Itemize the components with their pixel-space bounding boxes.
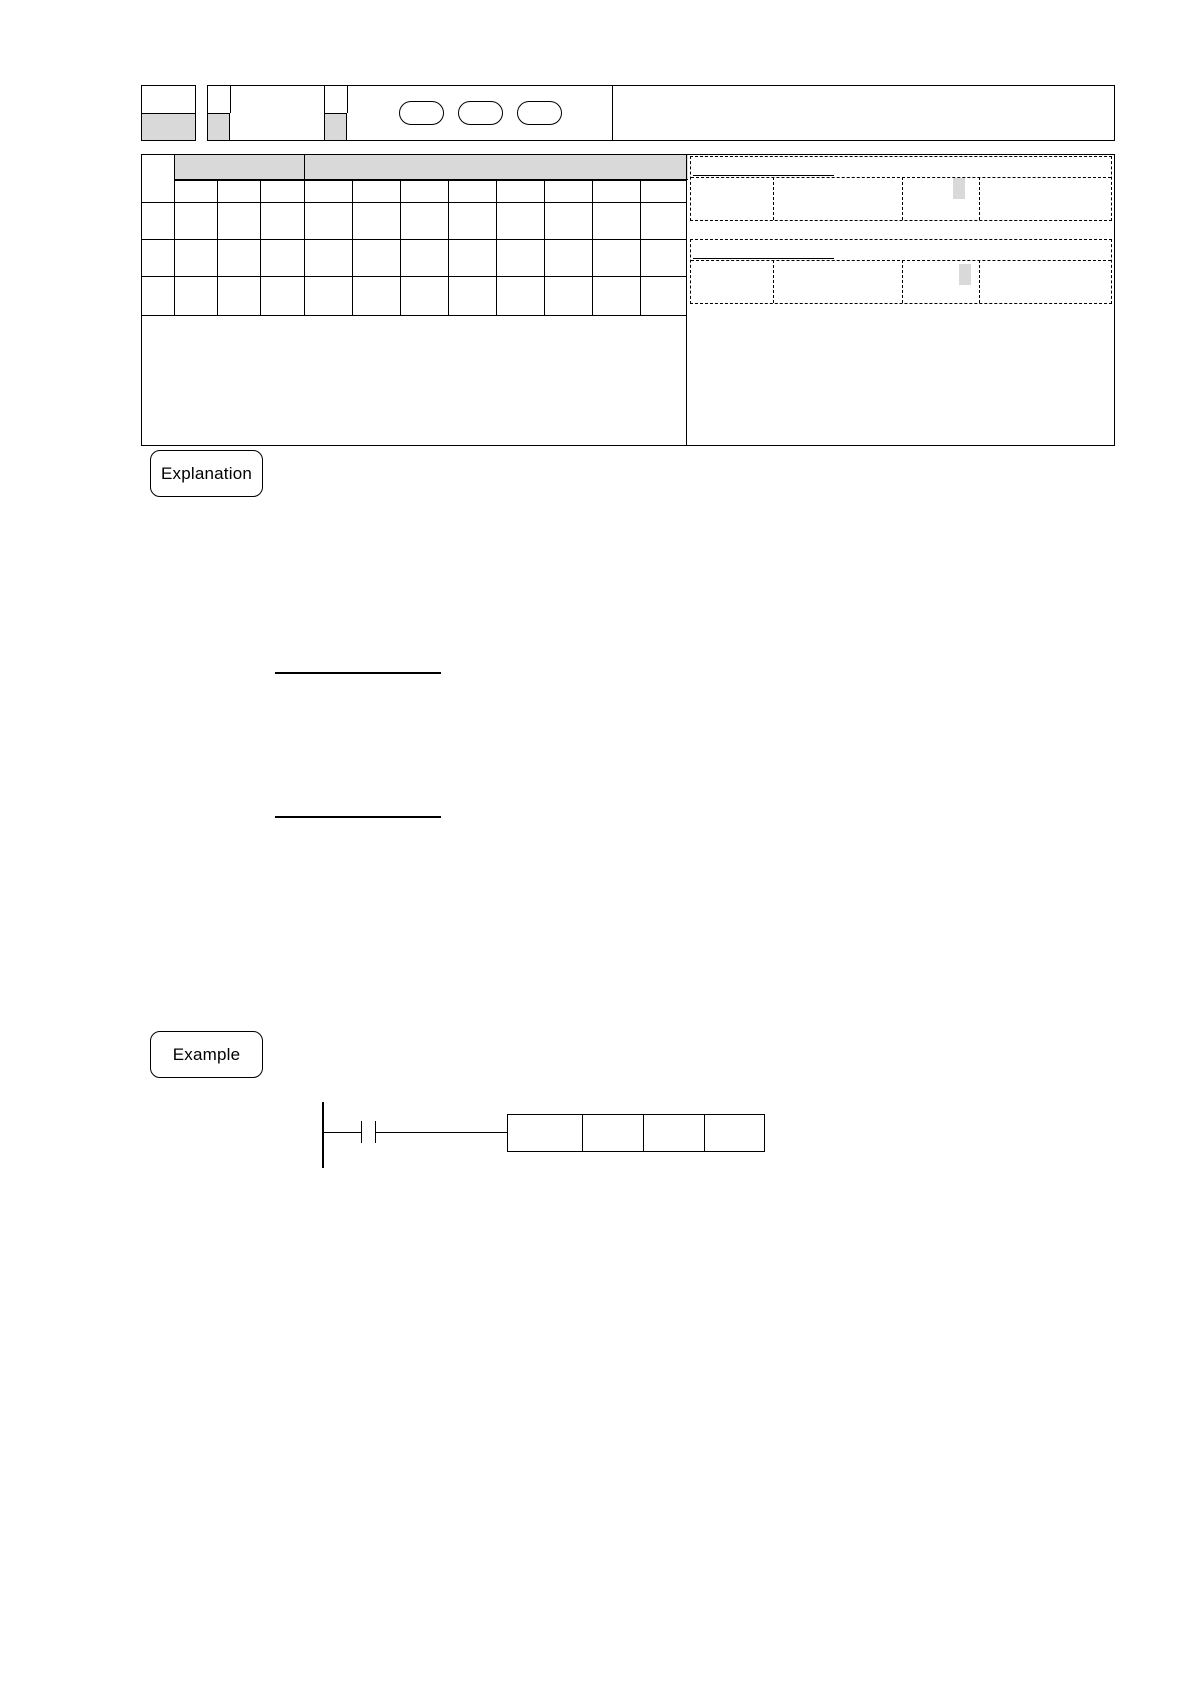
api-number-cell xyxy=(141,85,196,141)
example-badge: Example xyxy=(150,1031,263,1078)
flag-box-32bit-col-1 xyxy=(773,260,774,303)
ladder-instruction-mnemonic-box xyxy=(507,1114,583,1152)
grid-col-line-1 xyxy=(217,180,218,315)
function-description-cell xyxy=(612,85,1115,141)
instruction-code-cell xyxy=(207,85,613,141)
grid-col-line-4 xyxy=(352,180,353,315)
grid-row-line-5 xyxy=(142,315,686,316)
operand-pill-2 xyxy=(458,101,503,125)
grid-col-line-6 xyxy=(448,180,449,315)
ladder-left-power-rail xyxy=(322,1102,324,1168)
flag-box-32bit-col-2 xyxy=(902,260,903,303)
grid-col-line-10 xyxy=(640,180,641,315)
operand-pill-3 xyxy=(517,101,562,125)
explanation-heading-rule-2 xyxy=(275,816,441,818)
ladder-rung-segment-right xyxy=(376,1132,507,1133)
bit-32-divider xyxy=(347,86,348,113)
ladder-rung-segment-left xyxy=(323,1132,361,1133)
flag-box-16bit-col-2 xyxy=(902,177,903,220)
operand-table-frame xyxy=(141,154,1115,446)
grid-col-line-9 xyxy=(592,180,593,315)
grid-col-line-7 xyxy=(496,180,497,315)
explanation-badge: Explanation xyxy=(150,450,263,497)
grid-row-line-3 xyxy=(142,239,686,240)
flag-box-16bit-col-3 xyxy=(979,177,980,220)
ladder-instruction-operand-3-box xyxy=(704,1114,765,1152)
bit-16-indicator xyxy=(208,113,230,140)
ladder-instruction-operand-2-box xyxy=(643,1114,705,1152)
flag-box-16bit-marker xyxy=(953,178,965,199)
word-device-header xyxy=(305,155,688,180)
bit-device-header xyxy=(174,155,305,180)
grid-col-line-3 xyxy=(304,155,305,315)
flag-box-16bit-title-rule xyxy=(693,175,834,176)
flag-box-32bit-marker xyxy=(959,264,971,285)
flag-box-32bit-title-rule xyxy=(693,258,834,259)
flag-box-32bit-col-3 xyxy=(979,260,980,303)
bit-16-divider xyxy=(230,86,231,113)
grid-col-line-2 xyxy=(260,180,261,315)
explanation-heading-rule-1 xyxy=(275,672,441,674)
bit-32-indicator xyxy=(325,113,347,140)
grid-row-line-1 xyxy=(174,180,686,181)
api-number-shade xyxy=(142,113,195,140)
table-flags-divider xyxy=(686,155,687,445)
flag-box-16bit-col-1 xyxy=(773,177,774,220)
grid-col-line-5 xyxy=(400,180,401,315)
flag-box-32bit-divider xyxy=(691,260,1111,261)
grid-row-line-2 xyxy=(142,202,686,203)
grid-col-line-0 xyxy=(174,155,175,315)
grid-col-line-8 xyxy=(544,180,545,315)
ladder-instruction-operand-1-box xyxy=(582,1114,644,1152)
flag-box-16bit-divider xyxy=(691,177,1111,178)
operand-pill-1 xyxy=(399,101,444,125)
grid-row-line-4 xyxy=(142,276,686,277)
normally-open-contact-icon xyxy=(361,1121,362,1143)
flag-box-16bit xyxy=(690,156,1112,221)
flag-box-32bit xyxy=(690,239,1112,304)
